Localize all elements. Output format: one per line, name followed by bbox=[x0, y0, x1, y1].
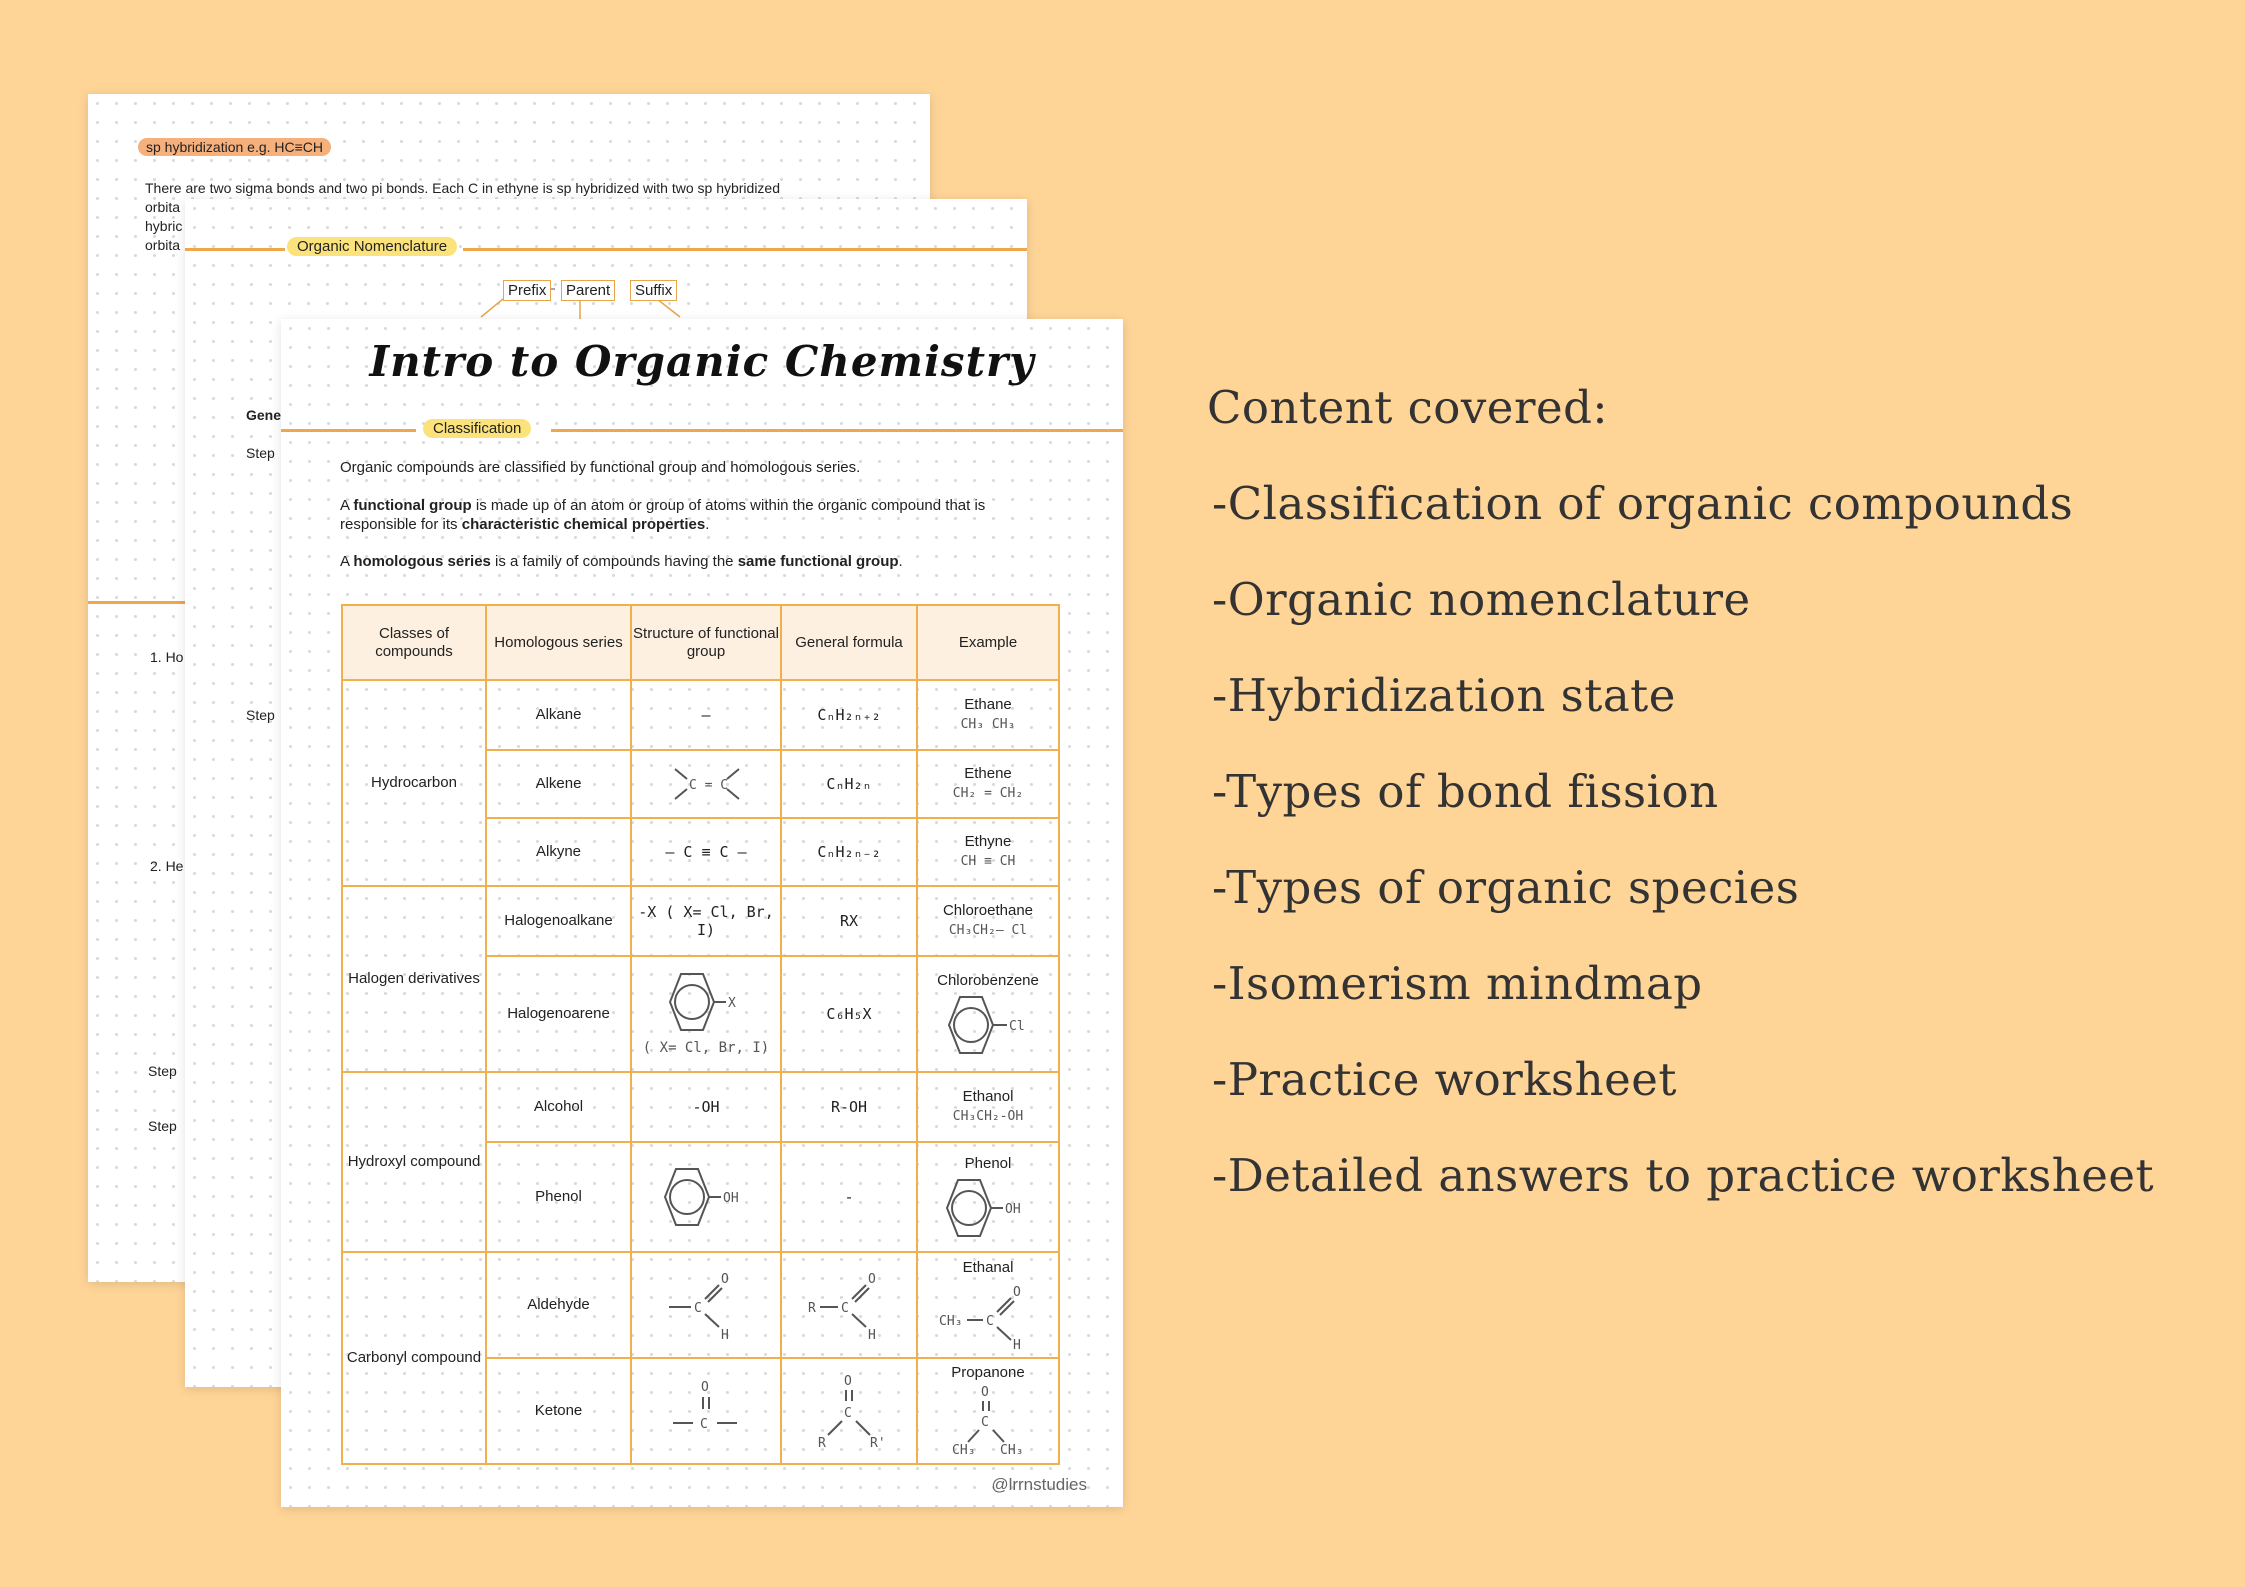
svg-text:OH: OH bbox=[1005, 1202, 1021, 1217]
content-item: -Organic nomenclature bbox=[1212, 573, 1751, 626]
table-row bbox=[342, 886, 1059, 956]
page1-list-item: 1. Ho bbox=[150, 649, 184, 665]
table-header-row bbox=[342, 605, 1059, 680]
classification-pill: Classification bbox=[423, 419, 531, 438]
page1-step-label: Step bbox=[148, 1063, 177, 1079]
page1-divider bbox=[88, 601, 188, 604]
example-cell: Ethanol CH₃CH₂-OH bbox=[917, 1072, 1059, 1142]
nomenclature-pill: Organic Nomenclature bbox=[287, 237, 457, 256]
page-title: Intro to Organic Chemistry bbox=[369, 337, 1035, 386]
series-cell: Ketone bbox=[486, 1358, 631, 1464]
content-item: -Detailed answers to practice worksheet bbox=[1212, 1149, 2155, 1202]
page1-list-item: 2. He bbox=[150, 858, 184, 874]
example-cell: Ethane CH₃ CH₃ bbox=[917, 680, 1059, 750]
content-item: -Isomerism mindmap bbox=[1212, 957, 1703, 1010]
svg-text:CH₃: CH₃ bbox=[939, 1314, 963, 1329]
phenol-structure-drawing bbox=[651, 1166, 761, 1228]
chlorobenzene-drawing bbox=[933, 994, 1043, 1056]
structure-cell bbox=[631, 1358, 781, 1464]
ketone-formula-drawing bbox=[804, 1371, 894, 1451]
structure-cell: -X ( X= Cl, Br, I) bbox=[631, 886, 781, 956]
intro-paragraph: Organic compounds are classified by functional group and homologous series. bbox=[340, 459, 861, 476]
svg-text:O: O bbox=[868, 1272, 876, 1287]
aldehyde-structure-drawing bbox=[661, 1269, 751, 1341]
example-cell: Phenol OH bbox=[917, 1142, 1059, 1252]
series-cell: Alkyne bbox=[486, 818, 631, 886]
worksheet-page-classification bbox=[281, 319, 1123, 1507]
svg-text:H: H bbox=[1013, 1338, 1021, 1351]
header-structure: Structure of functional group bbox=[631, 605, 781, 680]
functional-group-paragraph: A functional group is made up of an atom or group of atoms within the organic compound that is bbox=[340, 497, 986, 514]
structure-cell bbox=[631, 750, 781, 818]
structure-cell: -OH bbox=[631, 1072, 781, 1142]
content-item: -Types of bond fission bbox=[1212, 765, 1719, 818]
header-formula: General formula bbox=[781, 605, 917, 680]
alkene-structure-drawing bbox=[661, 761, 751, 807]
structure-cell: — bbox=[631, 680, 781, 750]
formula-cell: CₙH₂ₙ₊₂ bbox=[781, 680, 917, 750]
example-cell: Ethyne CH ≡ CH bbox=[917, 818, 1059, 886]
svg-text:H: H bbox=[721, 1328, 729, 1341]
content-item: -Types of organic species bbox=[1212, 861, 1800, 914]
formula-cell: C₆H₅X bbox=[781, 956, 917, 1072]
svg-text:CH₃: CH₃ bbox=[952, 1443, 976, 1458]
class-cell: Carbonyl compound bbox=[342, 1252, 486, 1464]
content-covered-list bbox=[1207, 360, 2154, 1224]
svg-text:C: C bbox=[841, 1301, 849, 1316]
parent-box: Parent bbox=[561, 280, 615, 301]
class-cell: Halogen derivatives bbox=[342, 886, 486, 1072]
classification-divider-right bbox=[551, 429, 1123, 432]
page2-general-label: Gene bbox=[246, 407, 282, 423]
suffix-box: Suffix bbox=[630, 280, 677, 301]
series-cell: Alkane bbox=[486, 680, 631, 750]
watermark: @lrrnstudies bbox=[991, 1475, 1087, 1494]
content-item: -Practice worksheet bbox=[1212, 1053, 1677, 1106]
svg-text:O: O bbox=[981, 1385, 989, 1400]
series-cell: Halogenoarene bbox=[486, 956, 631, 1072]
functional-group-paragraph-cont: responsible for its characteristic chemical properties. bbox=[340, 516, 710, 533]
halogen-note: ( X= Cl, Br, I) bbox=[642, 1040, 770, 1056]
series-cell: Alcohol bbox=[486, 1072, 631, 1142]
header-classes: Classes of compounds bbox=[342, 605, 486, 680]
table-row bbox=[342, 1252, 1059, 1358]
svg-text:C: C bbox=[844, 1406, 852, 1421]
prefix-box: Prefix bbox=[503, 280, 551, 301]
svg-text:C: C bbox=[986, 1314, 994, 1329]
formula-cell: CₙH₂ₙ₋₂ bbox=[781, 818, 917, 886]
series-cell: Halogenoalkane bbox=[486, 886, 631, 956]
ethanal-drawing bbox=[933, 1277, 1043, 1351]
formula-cell bbox=[781, 1358, 917, 1464]
svg-text:C: C bbox=[694, 1301, 702, 1316]
propanone-drawing bbox=[938, 1382, 1038, 1458]
example-cell: Ethene CH₂ = CH₂ bbox=[917, 750, 1059, 818]
svg-text:CH₃: CH₃ bbox=[1000, 1443, 1024, 1458]
svg-text:C = C: C = C bbox=[689, 778, 729, 793]
page1-text-line: There are two sigma bonds and two pi bonds. Each C in ethyne is sp hybridized with two sp hybridized bbox=[145, 180, 781, 196]
svg-text:O: O bbox=[1013, 1285, 1021, 1300]
series-cell: Phenol bbox=[486, 1142, 631, 1252]
page1-text-fragment: orbita bbox=[145, 237, 181, 253]
page1-step-label: Step bbox=[148, 1118, 177, 1134]
ketone-structure-drawing bbox=[661, 1375, 751, 1447]
table-row bbox=[342, 680, 1059, 750]
formula-cell: CₙH₂ₙ bbox=[781, 750, 917, 818]
svg-text:O: O bbox=[721, 1272, 729, 1287]
svg-text:R: R bbox=[818, 1436, 826, 1451]
page2-step-label: Step bbox=[246, 445, 275, 461]
table-row bbox=[342, 1072, 1059, 1142]
structure-cell bbox=[631, 956, 781, 1072]
example-cell: Ethanal CH₃ C O H bbox=[917, 1252, 1059, 1358]
svg-text:R: R bbox=[808, 1301, 816, 1316]
series-cell: Alkene bbox=[486, 750, 631, 818]
svg-text:R': R' bbox=[870, 1436, 886, 1451]
example-cell: Chloroethane CH₃CH₂— Cl bbox=[917, 886, 1059, 956]
svg-text:O: O bbox=[701, 1380, 709, 1395]
structure-cell bbox=[631, 1142, 781, 1252]
page1-text-fragment: orbita bbox=[145, 199, 181, 215]
sp-hybridization-pill: sp hybridization e.g. HC≡CH bbox=[138, 138, 331, 156]
benzene-x-structure-drawing bbox=[656, 971, 756, 1033]
svg-text:O: O bbox=[844, 1374, 852, 1389]
page2-divider-left bbox=[185, 248, 285, 251]
homologous-series-paragraph: A homologous series is a family of compounds having the same functional group. bbox=[340, 553, 903, 570]
formula-cell: R-OH bbox=[781, 1072, 917, 1142]
svg-text:X: X bbox=[728, 996, 736, 1011]
aldehyde-formula-drawing bbox=[804, 1269, 894, 1341]
series-cell: Aldehyde bbox=[486, 1252, 631, 1358]
phenol-example-drawing bbox=[933, 1177, 1043, 1239]
header-series: Homologous series bbox=[486, 605, 631, 680]
classification-divider-left bbox=[281, 429, 416, 432]
classification-table bbox=[341, 604, 1060, 1465]
formula-cell: - bbox=[781, 1142, 917, 1252]
svg-text:H: H bbox=[868, 1328, 876, 1341]
svg-text:C: C bbox=[981, 1415, 989, 1430]
structure-cell: — C ≡ C — bbox=[631, 818, 781, 886]
page1-text-fragment: hybric bbox=[145, 218, 183, 234]
structure-cell bbox=[631, 1252, 781, 1358]
formula-cell: RX bbox=[781, 886, 917, 956]
content-item: -Classification of organic compounds bbox=[1212, 477, 2074, 530]
content-item: -Hybridization state bbox=[1212, 669, 1676, 722]
header-example: Example bbox=[917, 605, 1059, 680]
example-cell: Propanone O C CH₃ CH₃ bbox=[917, 1358, 1059, 1464]
class-cell: Hydrocarbon bbox=[342, 680, 486, 886]
class-cell: Hydroxyl compound bbox=[342, 1072, 486, 1252]
page2-divider-right bbox=[463, 248, 1027, 251]
page2-step-label: Step bbox=[246, 707, 275, 723]
svg-text:Cl: Cl bbox=[1009, 1019, 1025, 1034]
example-cell: Chlorobenzene Cl bbox=[917, 956, 1059, 1072]
svg-text:OH: OH bbox=[723, 1191, 739, 1206]
svg-text:C: C bbox=[700, 1417, 708, 1432]
formula-cell bbox=[781, 1252, 917, 1358]
content-heading: Content covered: bbox=[1207, 381, 1609, 434]
